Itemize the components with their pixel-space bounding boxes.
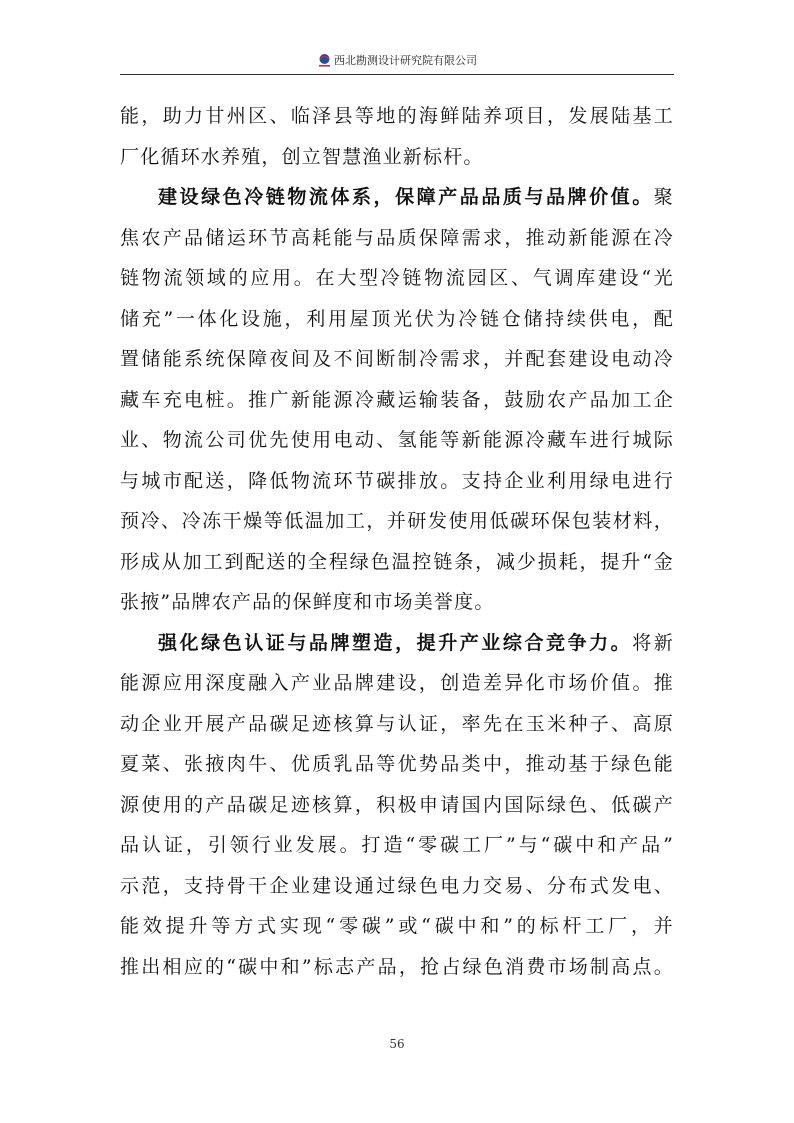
text-line: 推出相应的“碳中和”标志产品，抢占绿色消费市场制高点。 — [120, 955, 674, 978]
text-line: 能源应用深度融入产业品牌建设，创造差异化市场价值。推 — [120, 672, 674, 694]
text-line: 形成从加工到配送的全程绿色温控链条，减少损耗，提升“金 — [120, 550, 674, 573]
text-span: 将新 — [632, 631, 674, 654]
text-line: 置储能系统保障夜间及不间断制冷需求，并配套建设电动冷 — [120, 348, 674, 370]
text-line: 链物流领域的应用。在大型冷链物流园区、气调库建设“光 — [120, 267, 674, 289]
text-line: 厂化循环水养殖，创立智慧渔业新标杆。 — [120, 145, 484, 168]
text-line: 储充”一体化设施，利用屋顶光伏为冷链仓储持续供电，配 — [120, 307, 674, 330]
text-line: 能，助力甘州区、临泽县等地的海鲜陆养项目，发展陆基工 — [120, 105, 674, 127]
page-number: 56 — [389, 1037, 405, 1051]
text-line: 张掖”品牌农产品的保鲜度和市场美誉度。 — [120, 591, 495, 613]
text-line: 业、物流公司优先使用电动、氢能等新能源冷藏车进行城际 — [120, 429, 674, 451]
body-text — [120, 96, 674, 987]
text-line: 源使用的产品碳足迹核算，积极申请国内国际绿色、低碳产 — [120, 793, 674, 816]
text-line: 藏车充电桩。推广新能源冷藏运输装备，鼓励农产品加工企 — [120, 388, 674, 411]
paragraph-heading-line — [120, 623, 674, 664]
text-line: 能效提升等方式实现“零碳”或“碳中和”的标杆工厂，并 — [120, 915, 674, 937]
text-line: 夏菜、张掖肉牛、优质乳品等优势品类中，推动基于绿色能 — [120, 753, 674, 775]
text-line: 动企业开展产品碳足迹核算与认证，率先在玉米种子、高原 — [120, 712, 674, 735]
text-span: 聚 — [653, 186, 674, 208]
text-line: 品认证，引领行业发展。打造“零碳工厂”与“碳中和产品” — [120, 834, 674, 856]
header-title: 西北勘测设计研究院有限公司 — [334, 54, 477, 67]
text-line: 预冷、冷冻干燥等低温加工，并研发使用低碳环保包装材料， — [120, 510, 674, 532]
text-line: 焦农产品储运环节高耗能与品质保障需求，推动新能源在冷 — [120, 226, 674, 249]
paragraph-heading: 建设绿色冷链物流体系，保障产品品质与品牌价值。 — [158, 186, 654, 208]
page-header — [120, 48, 674, 75]
paragraph-heading-line — [120, 177, 674, 218]
text-line: 示范，支持骨干企业建设通过绿色电力交易、分布式发电、 — [120, 874, 674, 897]
text-line: 与城市配送，降低物流环节碳排放。支持企业利用绿电进行 — [120, 469, 674, 492]
paragraph-heading: 强化绿色认证与品牌塑造，提升产业综合竞争力。 — [158, 631, 633, 654]
company-logo — [317, 53, 332, 68]
